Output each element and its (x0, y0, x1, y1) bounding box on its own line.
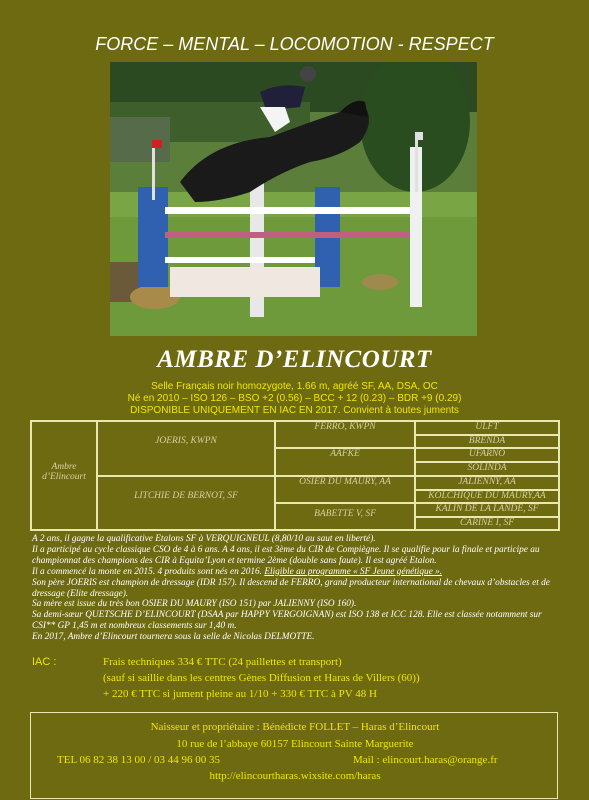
description-p4: Son père JOERIS est champion de dressage (IDR 157). Il descend de FERRO, grand producteur international de chevaux d’obstacles et de dressage (Elite dressage). (32, 577, 550, 599)
pedigree-dam: LITCHIE DE BERNOT, SF (97, 476, 275, 530)
pedigree-g3-1: ULFT (415, 421, 559, 435)
slogan: FORCE – MENTAL – LOCOMOTION - RESPECT (95, 34, 494, 54)
pedigree-g3-5: JALIENNY, AA (415, 476, 559, 490)
horse-name: AMBRE D’ELINCOURT (157, 346, 432, 373)
pedigree-sire: JOERIS, KWPN (97, 421, 275, 476)
description-p3-text: Il a commencé la monte en 2015. 4 produits sont nés en 2016. (32, 566, 265, 577)
pedigree-g3-4: SOLINDA (415, 462, 559, 476)
pedigree-sire-dam: AAFKE (275, 448, 415, 476)
pedigree-subject: Ambre d’Elincourt (31, 421, 97, 530)
pedigree-g3-8: CARINE I, SF (415, 517, 559, 530)
description (32, 534, 560, 643)
iac-line-3: + 220 € TTC si jument pleine au 1/10 + 330 € TTC à PV 48 H (103, 688, 377, 700)
description-p2: Il a participé au cycle classique CSO de 4 à 6 ans. A 4 ans, il est 3ème du CIR de Compiègne. Il se qualifie pour la finale et participe au championnat des champions des CIR à Equita’Lyon et termine 2ème (double sans faute). Il est agréé Etalon. (32, 544, 540, 566)
pedigree-dam-dam: BABETTE V, SF (275, 503, 415, 530)
horse-photo-illustration (110, 62, 477, 336)
pedigree-g3-7: KALIN DE LA LANDE, SF (415, 503, 559, 517)
owner-line: Naisseur et propriétaire : Bénédicte FOLLET – Haras d’Elincourt (150, 721, 440, 733)
iac-line-2: (sauf si saillie dans les centres Gènes Diffusion et Haras de Villers (60)) (103, 672, 420, 684)
description-p6: Sa demi-sœur QUETSCHE D’ELINCOURT (DSAA par HAPPY VERGOIGNAN) est ISO 138 et ICC 128. Elle est classée notamment sur CSI** GP 1,45 m et nombreux classements sur 1,40 m. (32, 610, 542, 632)
address-line: 10 rue de l’abbaye 60157 Elincourt Sainte Marguerite (176, 738, 414, 750)
horse-jumping-photo (110, 62, 477, 336)
subtitle-line-1: Selle Français noir homozygote, 1.66 m, agréé SF, AA, DSA, OC (151, 381, 438, 392)
description-p1: A 2 ans, il gagne la qualificative Etalons SF à VERQUIGNEUL (8,80/10 au saut en liberté). (32, 534, 376, 544)
pedigree-g3-6: KOLCHIQUE DU MAURY,AA (415, 490, 559, 503)
phone-line: TEL 06 82 38 13 00 / 03 44 96 00 35 (57, 754, 221, 766)
pedigree-dam-sire: OSIER DU MAURY, AA (275, 476, 415, 503)
iac-label: IAC : (32, 656, 57, 668)
email-line[interactable]: Mail : elincourt.haras@orange.fr (353, 754, 498, 766)
pedigree-sire-sire: FERRO, KWPN (275, 421, 415, 448)
pedigree-g3-3: UFARNO (415, 448, 559, 462)
description-p7: En 2017, Ambre d’Elincourt tournera sous la selle de Nicolas DELMOTTE. (32, 632, 315, 643)
website-link[interactable]: http://elincourtharas.wixsite.com/haras (209, 770, 381, 782)
pedigree-g3-2: BRENDA (415, 435, 559, 448)
description-p3 (32, 567, 560, 578)
sf-jeune-genetique-text: Eligible au programme « SF Jeune génétique ». (264, 566, 443, 577)
contact-footer (30, 712, 558, 799)
subtitle-line-3: DISPONIBLE UNIQUEMENT EN IAC EN 2017. Convient à toutes juments (130, 405, 459, 416)
pedigree-table (30, 420, 560, 531)
description-p5: Sa mère est issue du très bon OSIER DU MAURY (ISO 151) par JALIENNY (ISO 160). (32, 599, 357, 610)
subtitle-line-2: Né en 2010 – ISO 126 – BSO +2 (0.56) – BCC + 12 (0.23) – BDR +9 (0.29) (127, 393, 462, 404)
iac-line-1: Frais techniques 334 € TTC (24 paillettes et transport) (103, 656, 342, 668)
